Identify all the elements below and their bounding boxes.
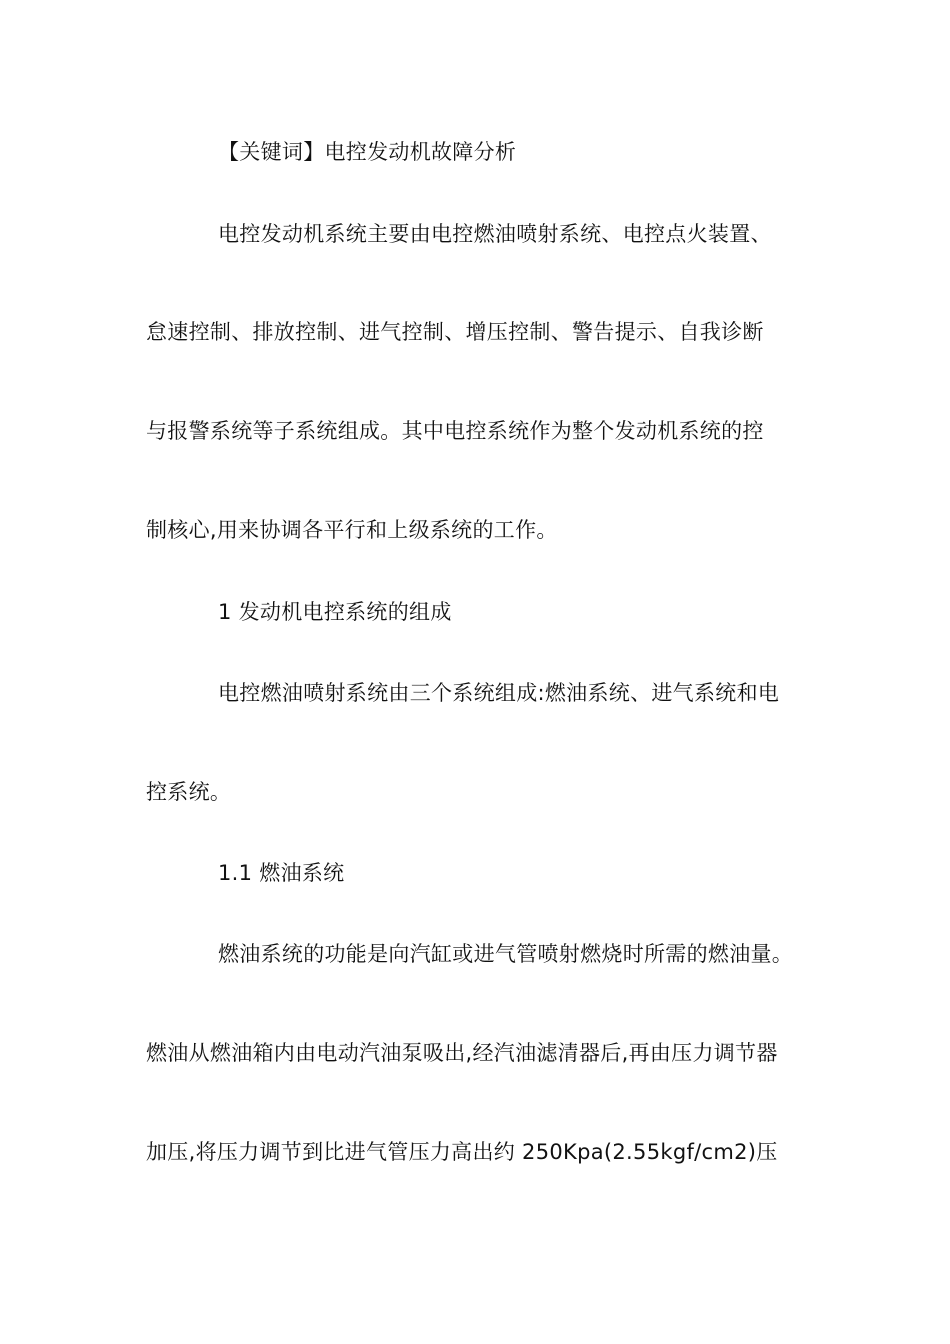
keywords-line: 【关键词】电控发动机故障分析 <box>218 140 517 164</box>
paragraph-line: 加压,将压力调节到比进气管压力高出约 250Kpa(2.55kgf/cm2)压 <box>146 1140 778 1164</box>
section-heading: 1 发动机电控系统的组成 <box>218 600 452 624</box>
paragraph-line: 电控发动机系统主要由电控燃油喷射系统、电控点火装置、 <box>218 222 772 246</box>
paragraph-line: 与报警系统等子系统组成。其中电控系统作为整个发动机系统的控 <box>146 419 764 443</box>
subsection-heading: 1.1 燃油系统 <box>218 861 345 885</box>
paragraph-line: 制核心,用来协调各平行和上级系统的工作。 <box>146 518 558 542</box>
paragraph-line: 燃油从燃油箱内由电动汽油泵吸出,经汽油滤清器后,再由压力调节器 <box>146 1041 778 1065</box>
paragraph-line: 燃油系统的功能是向汽缸或进气管喷射燃烧时所需的燃油量。 <box>218 942 794 966</box>
paragraph-line: 控系统。 <box>146 780 232 804</box>
paragraph-line: 怠速控制、排放控制、进气控制、增压控制、警告提示、自我诊断 <box>146 320 764 344</box>
paragraph-line: 电控燃油喷射系统由三个系统组成:燃油系统、进气系统和电 <box>218 681 780 705</box>
